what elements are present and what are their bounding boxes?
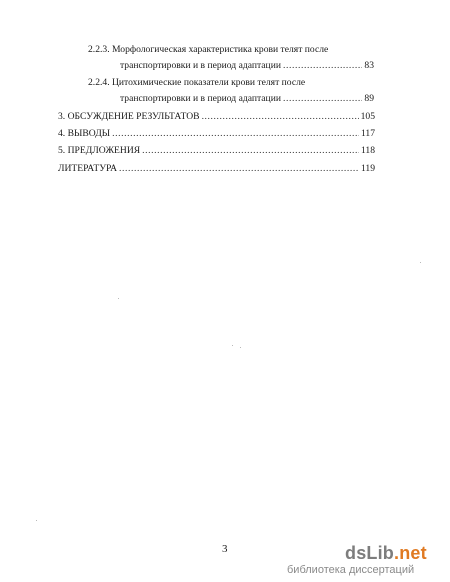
scan-speck (240, 347, 241, 348)
toc-entry-literature-title: ЛИТЕРАТУРА (58, 163, 118, 174)
dslib-logo-prefix: dsLib (345, 543, 394, 563)
toc-dot-leader (142, 145, 359, 157)
toc-entry-3-page: 105 (360, 111, 375, 122)
toc-entry-2-2-4-page: 89 (364, 93, 374, 104)
dslib-watermark[interactable] (283, 543, 447, 579)
toc-entry-literature-page: 119 (360, 163, 375, 174)
toc-entry-3[interactable] (58, 111, 375, 123)
toc-dot-leader (119, 163, 359, 175)
scan-speck (36, 520, 37, 521)
toc-entry-2-2-3[interactable] (120, 60, 374, 72)
scan-speck (118, 298, 119, 299)
toc-entry-2-2-4[interactable] (120, 93, 374, 105)
toc-entry-5-page: 118 (360, 145, 375, 156)
toc-dot-leader (283, 60, 362, 72)
toc-entry-4[interactable] (58, 128, 375, 140)
scan-speck (232, 345, 233, 346)
toc-entry-literature[interactable] (58, 163, 375, 175)
toc-entry-2-2-3-title-line1: 2.2.3. Морфологическая характеристика крови телят после (88, 44, 329, 55)
page-number: 3 (222, 543, 228, 555)
toc-entry-4-page: 117 (360, 128, 375, 139)
toc-dot-leader (283, 93, 362, 105)
dslib-logo (345, 543, 427, 563)
toc-entry-2-2-4-title-line1: 2.2.4. Цитохимические показатели крови телят после (88, 77, 306, 88)
toc-entry-2-2-3-title-line2: транспортировки и в период адаптации (120, 60, 281, 71)
toc-entry-2-2-4-title-line2: транспортировки и в период адаптации (120, 93, 281, 104)
dslib-logo-suffix: .net (394, 543, 427, 563)
toc-dot-leader (112, 128, 359, 140)
toc-dot-leader (202, 111, 359, 123)
toc-entry-3-title: 3. ОБСУЖДЕНИЕ РЕЗУЛЬТАТОВ (58, 111, 200, 122)
toc-entry-4-title: 4. ВЫВОДЫ (58, 128, 111, 139)
scan-speck (420, 262, 421, 263)
toc-entry-5-title: 5. ПРЕДЛОЖЕНИЯ (58, 145, 141, 156)
dslib-caption: библиотека диссертаций (287, 564, 415, 576)
toc-entry-5[interactable] (58, 145, 375, 157)
toc-entry-2-2-3-page: 83 (364, 60, 374, 71)
